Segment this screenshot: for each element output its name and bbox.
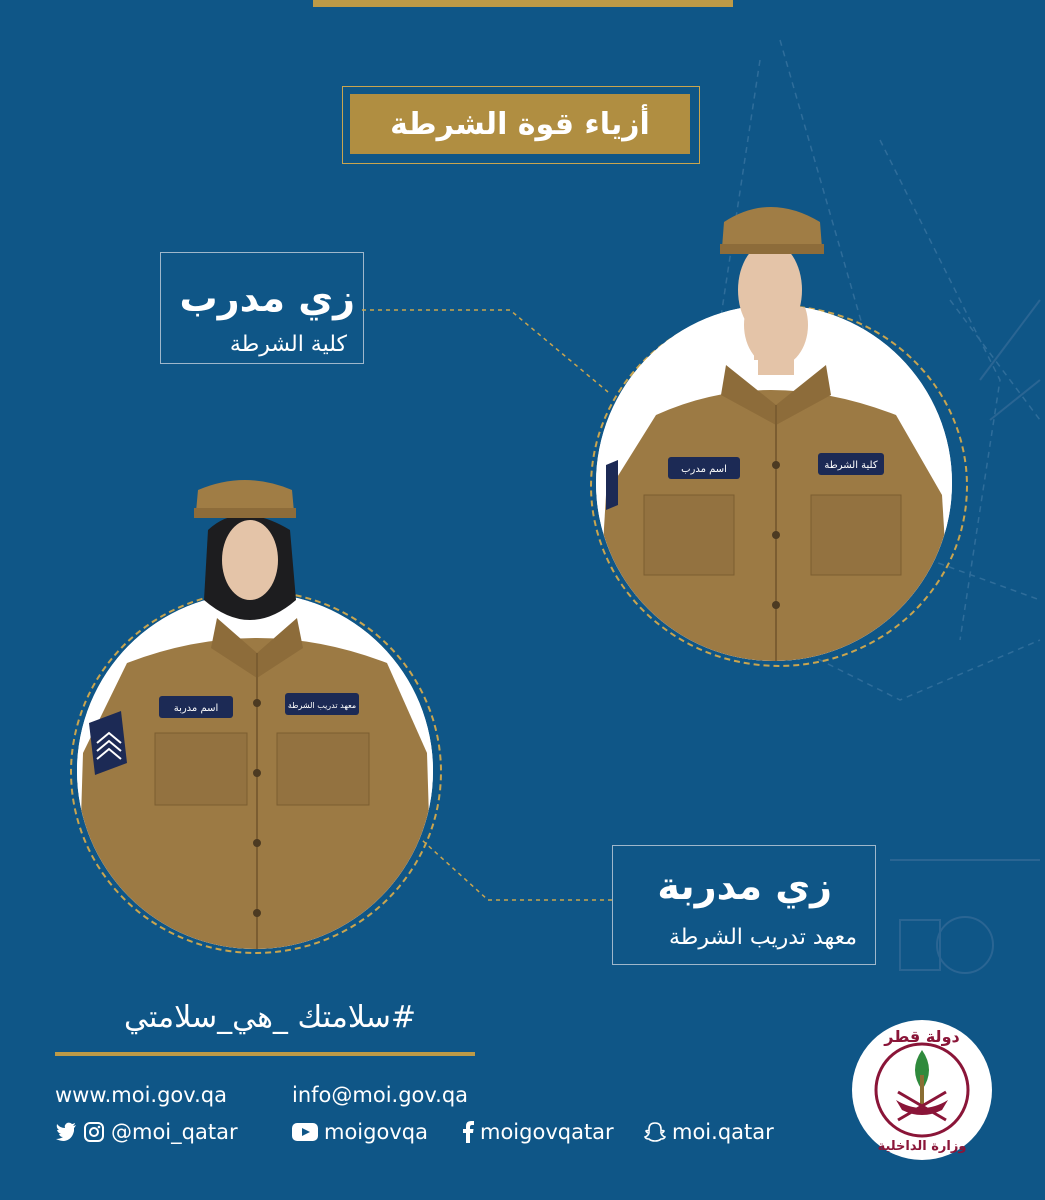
email-text: info@moi.gov.qa bbox=[292, 1083, 469, 1107]
youtube-icon bbox=[292, 1123, 318, 1141]
twitter-instagram-link[interactable] bbox=[55, 1120, 238, 1144]
instagram-icon bbox=[83, 1121, 105, 1143]
email-link[interactable] bbox=[292, 1083, 468, 1107]
website-link[interactable] bbox=[55, 1083, 227, 1107]
male-uniform-title: زي مدرب bbox=[179, 276, 355, 320]
male-uniform-subtitle: كلية الشرطة bbox=[229, 332, 347, 357]
youtube-handle: moigovqa bbox=[324, 1120, 428, 1144]
facebook-handle: moigovqatar bbox=[480, 1120, 614, 1144]
snapchat-handle: moi.qatar bbox=[672, 1120, 774, 1144]
website-text: www.moi.gov.qa bbox=[55, 1083, 227, 1107]
female-badge-name-text: اسم مدربة bbox=[173, 703, 219, 714]
twitter-instagram-handle: @moi_qatar bbox=[111, 1120, 238, 1144]
emblem-top-text: دولة قطر bbox=[884, 1027, 960, 1046]
hashtag-text: #سلامتك _هي_سلامتي bbox=[123, 1000, 417, 1035]
male-badge-college-text: كلية الشرطة bbox=[824, 460, 878, 471]
male-badge-name-text: اسم مدرب bbox=[681, 464, 727, 475]
female-uniform-title: زي مدربة bbox=[657, 864, 832, 908]
page-title: أزياء قوة الشرطة bbox=[350, 94, 690, 154]
youtube-link[interactable] bbox=[292, 1120, 428, 1144]
facebook-link[interactable] bbox=[462, 1120, 614, 1144]
female-badge-institute-text: معهد تدريب الشرطة bbox=[287, 701, 357, 710]
snapchat-link[interactable] bbox=[644, 1120, 774, 1144]
ministry-emblem bbox=[852, 1020, 992, 1160]
emblem-bottom-text: وزارة الداخلية bbox=[877, 1139, 967, 1154]
twitter-icon bbox=[55, 1122, 77, 1142]
female-uniform-subtitle: معهد تدريب الشرطة bbox=[669, 925, 857, 950]
hashtag-underline bbox=[55, 1052, 475, 1056]
snapchat-icon bbox=[644, 1121, 666, 1143]
facebook-icon bbox=[462, 1121, 474, 1143]
